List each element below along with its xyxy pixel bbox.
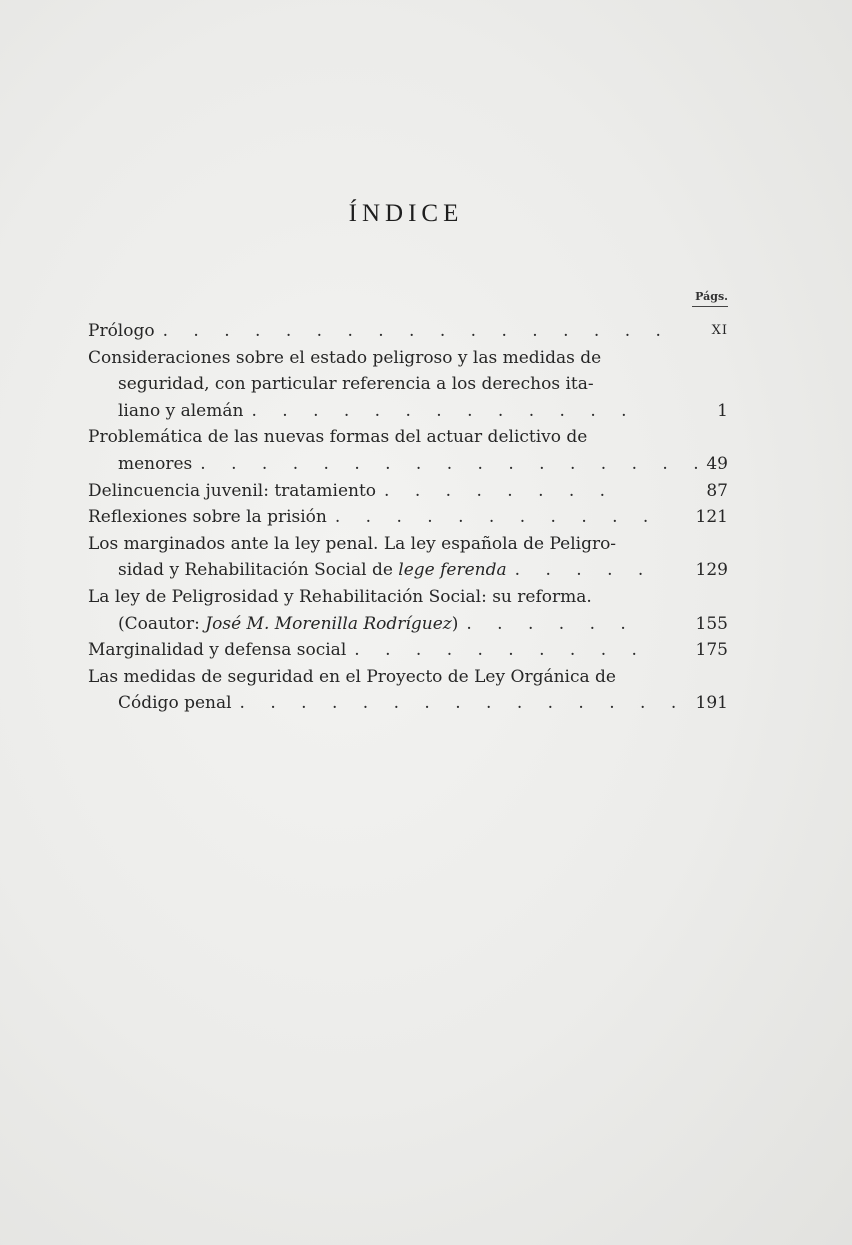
toc-entry-line	[88, 451, 709, 478]
toc-entry-text: seguridad, con particular referencia a los derechos ita-	[118, 374, 594, 395]
toc-entry-line	[88, 345, 636, 372]
table-of-contents	[88, 318, 728, 717]
toc-entry-line	[88, 424, 636, 451]
pages-column-header	[680, 290, 728, 307]
page-title: ÍNDICE	[348, 200, 464, 227]
dot-leader: . . . . . . . .	[384, 480, 616, 501]
toc-entry-text: Código penal	[118, 693, 232, 714]
dot-leader: . . . . . . . . . . . . . . . . .	[162, 321, 671, 341]
toc-page-number: 129	[695, 560, 728, 581]
toc-entry-line	[88, 398, 636, 425]
toc-entry-text: liano y alemán	[118, 400, 244, 421]
pages-label-rule	[692, 306, 728, 307]
toc-entry-line	[88, 557, 654, 584]
toc-entry-text: Consideraciones sobre el estado peligroso y las medidas de	[88, 347, 602, 368]
toc-entry-italic: lege ferenda	[398, 560, 507, 581]
dot-leader: . . . . . . . . . . .	[334, 507, 659, 528]
dot-leader: . . . . . . . . . . . . .	[251, 400, 637, 421]
toc-entry	[88, 531, 728, 584]
toc-entry-text: Las medidas de seguridad en el Proyecto de Ley Orgánica de	[88, 666, 616, 687]
dot-leader: . . . . . .	[466, 613, 636, 634]
toc-entry-text-after: )	[451, 613, 459, 634]
dot-leader: . . . . . . . . . . . . . . . . .	[200, 453, 709, 474]
toc-page-number: 87	[706, 480, 728, 501]
toc-entry-text: Prólogo	[88, 321, 155, 341]
toc-entry-line	[88, 504, 659, 531]
toc-entry	[88, 637, 728, 664]
toc-entry-text: Problemática de las nuevas formas del actuar delictivo de	[88, 427, 588, 448]
toc-page-number: 121	[695, 507, 728, 528]
toc-entry-italic: José M. Morenilla Rodríguez	[205, 613, 452, 634]
toc-page-number: 1	[717, 400, 728, 421]
pages-label: Págs.	[695, 290, 728, 303]
toc-entry	[88, 504, 728, 531]
toc-entry	[88, 664, 728, 717]
dot-leader: . . . . .	[514, 560, 654, 581]
toc-entry	[88, 318, 728, 345]
toc-entry-line	[88, 690, 687, 717]
toc-entry	[88, 584, 728, 637]
toc-entry-text: Delincuencia juvenil: tratamiento	[88, 480, 377, 501]
toc-entry	[88, 424, 728, 477]
toc-entry-text: menores	[118, 453, 193, 474]
toc-entry-line	[88, 371, 636, 398]
toc-entry-line	[88, 478, 636, 505]
toc-entry-text: sidad y Rehabilitación Social de	[118, 560, 399, 581]
toc-page-number: 191	[695, 693, 728, 714]
toc-page-number: 155	[695, 613, 728, 634]
dot-leader: . . . . . . . . . .	[354, 640, 647, 661]
toc-entry-text: Reflexiones sobre la prisión	[88, 507, 327, 528]
toc-entry-text: Marginalidad y defensa social	[88, 640, 347, 661]
dot-leader: . . . . . . . . . . . . . . .	[239, 693, 687, 714]
toc-page-number: 49	[706, 453, 728, 474]
toc-page-number: 175	[695, 640, 728, 661]
toc-entry-text: La ley de Peligrosidad y Rehabilitación Social: su reforma.	[88, 586, 592, 607]
toc-entry-line	[88, 318, 671, 345]
toc-entry-line	[88, 664, 636, 691]
toc-entry	[88, 345, 728, 425]
toc-entry	[88, 478, 728, 505]
toc-page-number: XI	[711, 323, 728, 338]
toc-entry-line	[88, 584, 636, 611]
toc-entry-line	[88, 611, 636, 638]
toc-entry-text: Los marginados ante la ley penal. La ley española de Peligro-	[88, 533, 617, 554]
toc-entry-line	[88, 637, 647, 664]
toc-entry-text: (Coautor:	[118, 613, 206, 634]
toc-entry-line	[88, 531, 636, 558]
